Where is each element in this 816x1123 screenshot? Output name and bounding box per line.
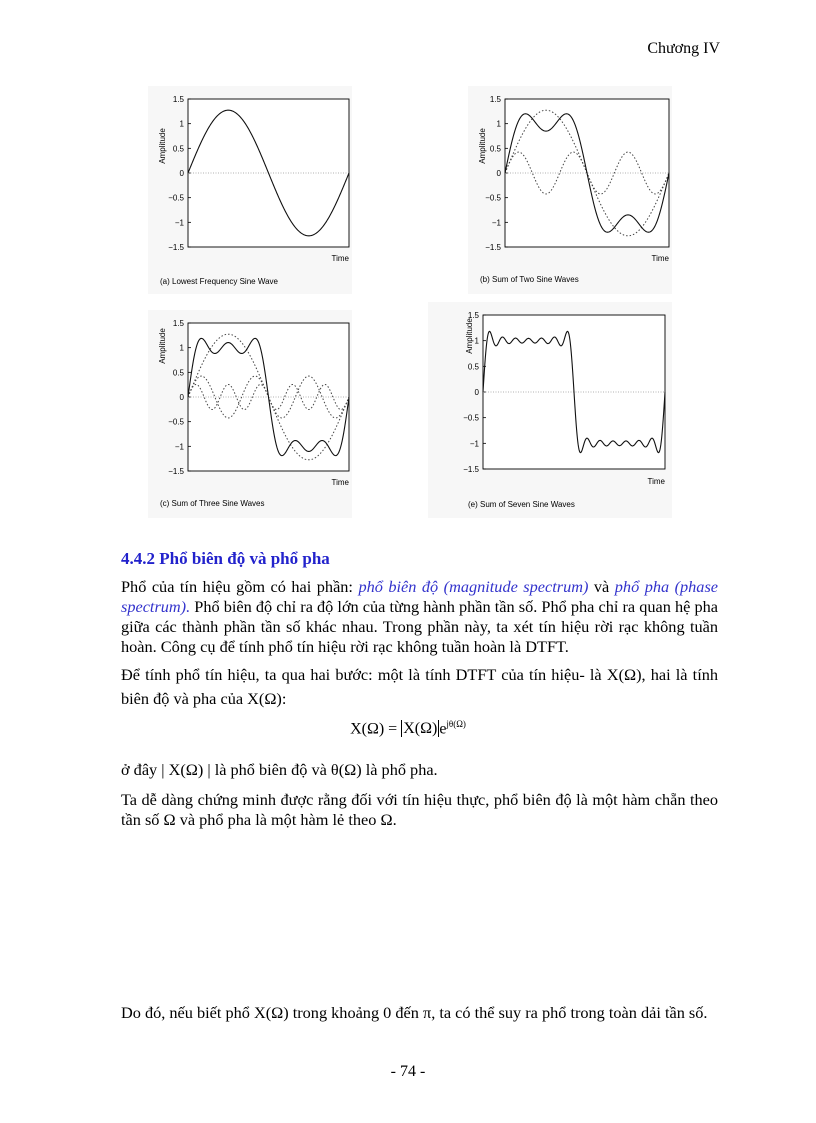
y-tick-label: −1.5: [485, 243, 501, 252]
paragraph-5: [121, 1003, 718, 1023]
p2-math-2: X(Ω): [247, 689, 282, 708]
p1-text-b: và: [588, 577, 615, 596]
y-tick-label: 1: [179, 119, 184, 129]
figure-caption: (e) Sum of Seven Sine Waves: [468, 500, 575, 509]
y-tick-label: −1: [491, 218, 501, 228]
p5-math-2: π: [422, 1003, 432, 1022]
p5-text-a: Do đó, nếu biết phổ: [121, 1003, 254, 1022]
y-tick-label: 1.5: [172, 319, 184, 328]
x-axis-label: Time: [331, 478, 349, 487]
figure-e: [428, 302, 672, 518]
p1-text-c: Phổ biên độ chỉ ra độ lớn của từng hành phần tần số. Phổ pha chỉ ra quan hệ pha giữa các thành phần tần số khác nhau. Trong phần này, ta xét tín hiệu rời rạc không tuần hoàn. Công cụ để tính phổ tín hiệu rời rạc không tuần hoàn là DTFT.: [121, 597, 718, 656]
y-tick-label: −0.5: [168, 417, 184, 427]
formula-lhs: X(Ω) =: [350, 720, 402, 738]
y-tick-label: 1.5: [172, 95, 184, 104]
p1-em-magnitude: phổ biên độ (magnitude spectrum): [358, 577, 589, 596]
section-heading: 4.4.2 Phổ biên độ và phổ pha: [121, 549, 330, 568]
x-axis-label: Time: [331, 254, 349, 263]
y-tick-label: −0.5: [485, 193, 501, 203]
p4-text-a: Ta dễ dàng chứng minh được rằng đối với tín hiệu thực, phổ biên độ là một hàm chẵn theo tần số: [121, 790, 718, 829]
p3-text-a: ở đây: [121, 760, 162, 779]
paragraph-2: [121, 663, 718, 711]
y-tick-label: 0.5: [172, 144, 184, 154]
y-tick-label: 0: [496, 169, 501, 178]
p2-text-c: :: [281, 689, 287, 708]
p1-text-a: Phổ của tín hiệu gồm có hai phần:: [121, 577, 359, 596]
figure-a: [148, 86, 352, 294]
x-axis-label: Time: [647, 477, 665, 486]
p2-math-1: X(Ω): [606, 665, 642, 684]
p2-text-a: Để tính phổ tín hiệu, ta qua hai bước: một là tính DTFT của tín hiệu- là: [121, 665, 607, 684]
y-tick-label: 0: [474, 388, 479, 397]
figure-caption: (a) Lowest Frequency Sine Wave: [160, 277, 278, 286]
p5-text-b: trong khoảng 0 đến: [288, 1003, 423, 1022]
y-tick-label: 0: [179, 393, 184, 402]
y-tick-label: −1: [174, 442, 184, 452]
p3-text-c: là phổ pha.: [361, 760, 438, 779]
p5-math-1: X(Ω): [253, 1003, 289, 1022]
y-axis-label: Amplitude: [478, 128, 487, 164]
chapter-header: Chương IV: [647, 40, 720, 57]
y-tick-label: −0.5: [463, 413, 479, 423]
y-tick-label: −0.5: [168, 193, 184, 203]
y-tick-label: −1.5: [168, 243, 184, 252]
y-tick-label: 0.5: [467, 362, 479, 372]
paragraph-3: [121, 760, 718, 780]
p3-math-2: θ(Ω): [330, 760, 362, 779]
p3-math-1: | X(Ω) |: [161, 760, 211, 779]
y-tick-label: 0: [179, 169, 184, 178]
y-tick-label: 0.5: [489, 144, 501, 154]
y-tick-label: 1: [179, 343, 184, 353]
p1-em-phase: phổ pha (phase spectrum).: [121, 577, 719, 616]
p3-text-b: là phổ biên độ và: [210, 760, 331, 779]
formula-exponent: jθ(Ω): [446, 719, 466, 729]
p4-text-c: .: [392, 810, 397, 829]
figure-b: [468, 86, 672, 294]
p2-text-b: , hai là tính biên độ và pha của: [121, 665, 718, 708]
figure-caption: (b) Sum of Two Sine Waves: [480, 275, 579, 284]
paragraph-1: [121, 577, 718, 657]
formula-e: e: [439, 720, 447, 738]
y-tick-label: 1.5: [489, 95, 501, 104]
figure-caption: (c) Sum of Three Sine Waves: [160, 499, 265, 508]
x-axis-label: Time: [651, 254, 669, 263]
p4-text-b: và phổ pha là một hàm lẻ theo: [175, 810, 381, 829]
y-axis-label: Amplitude: [465, 318, 474, 354]
formula-magnitude: X(Ω): [403, 720, 438, 738]
y-axis-label: Amplitude: [158, 128, 167, 164]
y-axis-label: Amplitude: [158, 328, 167, 364]
y-tick-label: −1: [469, 439, 479, 449]
y-tick-label: 1: [496, 119, 501, 129]
y-tick-label: 1: [474, 336, 479, 346]
y-tick-label: −1.5: [463, 465, 479, 474]
y-tick-label: −1.5: [168, 467, 184, 476]
page-number: - 74 -: [390, 1063, 426, 1080]
p5-text-c: , ta có thể suy ra phổ trong toàn dải tần số.: [431, 1003, 708, 1022]
y-tick-label: −1: [174, 218, 184, 228]
figure-c: [148, 310, 352, 518]
y-tick-label: 1.5: [467, 311, 479, 320]
p4-math-1: Ω: [163, 810, 176, 829]
p4-math-2: Ω: [380, 810, 393, 829]
formula: [0, 719, 816, 738]
paragraph-4: [121, 790, 718, 830]
y-tick-label: 0.5: [172, 368, 184, 378]
